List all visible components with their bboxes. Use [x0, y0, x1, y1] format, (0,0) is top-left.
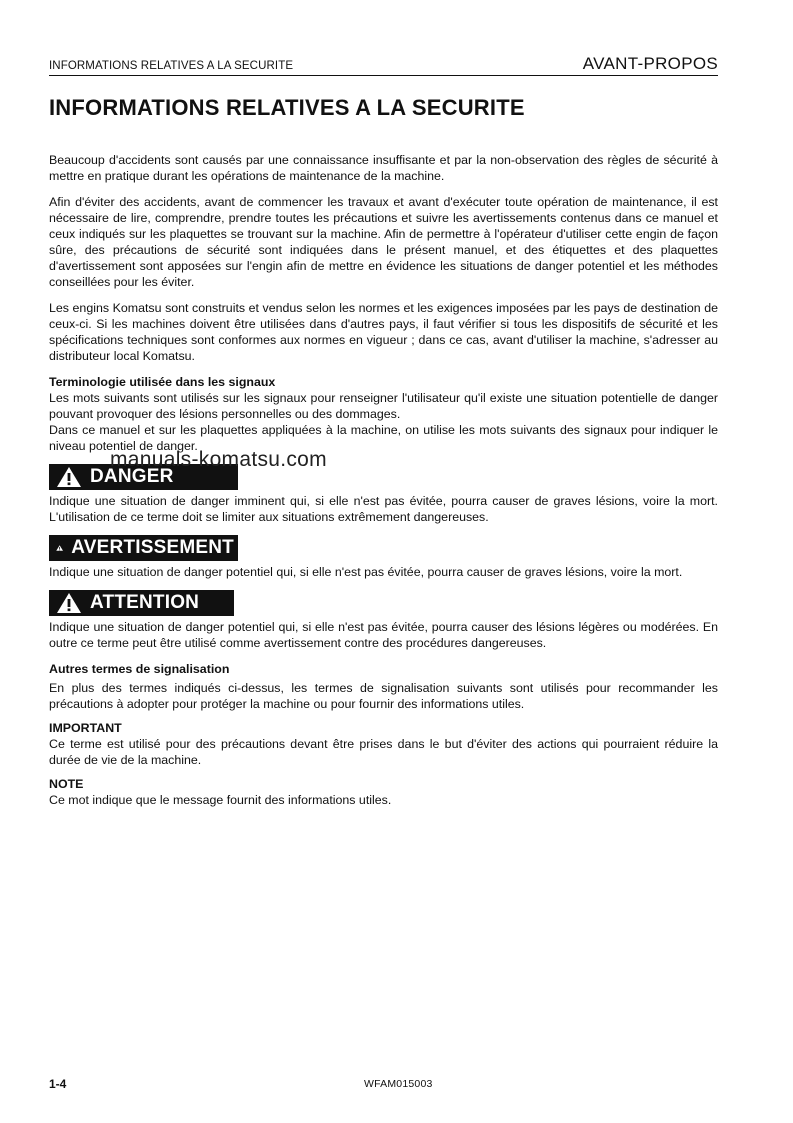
header-rule [49, 75, 718, 76]
avertissement-description: Indique une situation de danger potentiel qui, si elle n'est pas évitée, pourra causer de graves lésions, voire la mort. [49, 565, 683, 579]
warning-triangle-icon [56, 466, 82, 488]
intro-paragraph-1: Beaucoup d'accidents sont causés par une connaissance insuffisante et par la non-observation des règles de sécurité à mettre en pratique durant les opérations de maintenance de la machine. [49, 153, 718, 183]
other-terms-heading: Autres termes de signalisation [49, 662, 230, 676]
intro-paragraph-2: Afin d'éviter des accidents, avant de commencer les travaux et avant d'exécuter toute opération de maintenance, il est nécessaire de lire, comprendre, prendre toutes les précautions et suivre les avertissements contenus dans ce manuel et ceux indiqués sur les plaquettes se trouvant sur la machine. Afin de permettre à l'opérateur d'utiliser cette engin de façon sûre, des précautions de sécurité sont indiquées dans le présent manuel, et des étiquettes et des plaquettes d'avertissement sont apposées sur l'engin afin de mettre en évidence les situations de danger potentiel et les méthodes conseillées pour les éviter. [49, 195, 718, 289]
important-heading: IMPORTANT [49, 721, 122, 735]
note-heading: NOTE [49, 777, 84, 791]
running-header-section: INFORMATIONS RELATIVES A LA SECURITE [49, 60, 294, 72]
terminology-heading: Terminologie utilisée dans les signaux [49, 375, 276, 389]
important-text: Ce terme est utilisé pour des précautions devant être prises dans le but d'éviter des actions qui pourraient réduire la durée de vie de la machine. [49, 737, 718, 767]
warning-triangle-icon [56, 592, 82, 614]
attention-description: Indique une situation de danger potentiel qui, si elle n'est pas évitée, pourra causer des lésions légères ou modérées. En outre ce terme peut être utilisé comme avertissement contre des procédures dangereuses. [49, 620, 718, 650]
avertissement-signal-label [49, 535, 238, 561]
note-text: Ce mot indique que le message fournit des informations utiles. [49, 793, 392, 807]
danger-label: DANGER [90, 466, 174, 487]
running-header-chapter: AVANT-PROPOS [582, 54, 718, 73]
intro-paragraph-3: Les engins Komatsu sont construits et vendus selon les normes et les exigences imposées par les pays de destination de ceux-ci. Si les machines doivent être utilisées dans d'autres pays, il faut vérifier si tous les dispositifs de sécurité et les spécifications techniques sont conformes aux normes en vigueur ; dans ce cas, avant d'utiliser la machine, s'adresser au distributeur local Komatsu. [49, 301, 718, 363]
terminology-text-1: Les mots suivants sont utilisés sur les signaux pour renseigner l'utilisateur qu'il existe une situation potentielle de danger pouvant provoquer des lésions personnelles ou des dommages. [49, 391, 718, 421]
attention-label: ATTENTION [90, 592, 200, 613]
document-code: WFAM015003 [364, 1078, 433, 1090]
attention-signal-label [49, 590, 234, 616]
watermark-text: manuals-komatsu.com [110, 448, 327, 471]
danger-description: Indique une situation de danger imminent qui, si elle n'est pas évitée, pourra causer de graves lésions, voire la mort. L'utilisation de ce terme doit se limiter aux situations extrêmement dangereuses. [49, 494, 718, 524]
page-number: 1-4 [49, 1077, 67, 1091]
page-body [49, 152, 718, 808]
terminology-text-2: Dans ce manuel et sur les plaquettes appliquées à la machine, on utilise les mots suivants des signaux pour indiquer le niveau potentiel de danger. [49, 423, 718, 453]
other-terms-text: En plus des termes indiqués ci-dessus, les termes de signalisation suivants sont utilisés pour recommander les précautions à adopter pour protéger la machine ou pour fournir des informations utiles. [49, 681, 718, 711]
page-title: INFORMATIONS RELATIVES A LA SECURITE [49, 95, 525, 120]
avertissement-label: AVERTISSEMENT [71, 537, 234, 558]
warning-triangle-icon [56, 537, 63, 559]
